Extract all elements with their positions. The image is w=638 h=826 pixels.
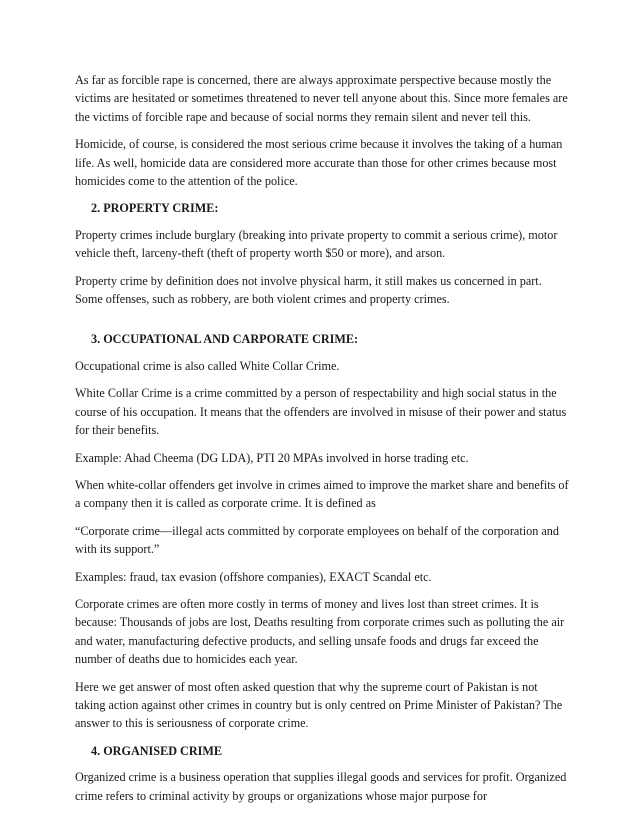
paragraph-example: Example: Ahad Cheema (DG LDA), PTI 20 MPAs involved in horse trading etc. [75,450,469,465]
paragraph-white-collar: White Collar Crime is a crime committed by a person of respectability and high social status in the course of his occupation. It means that the offenders are involved in misuse of their power and status for their benefits. [75,386,567,438]
paragraph-examples: Examples: fraud, tax evasion (offshore companies), EXACT Scandal etc. [75,569,432,584]
paragraph-corporate-definition: When white-collar offenders get involve in crimes aimed to improve the market share and benefits of a company then it is called as corporate crime. It is defined as [75,477,569,511]
paragraph-supreme-court: Here we get answer of most often asked question that why the supreme court of Pakistan is not taking action against other crimes in country but is only centred on Prime Minister of Pakistan? The answer to this is seriousness of corporate crime. [75,679,563,731]
document-body [75,71,570,814]
paragraph-corporate-quote: “Corporate crime—illegal acts committed by corporate employees on behalf of the corporation and with its support.” [75,523,559,557]
paragraph-property-crimes: Property crimes include burglary (breaking into private property to commit a serious crime), motor vehicle theft, larceny-theft (theft of property worth $50 or more), and arson. [75,227,558,261]
paragraph-organised-crime: Organized crime is a business operation that supplies illegal goods and services for profit. Organized crime refers to criminal activity by groups or organizations whose major purpose for [75,770,567,803]
heading-organised-crime: 4. ORGANISED CRIME [91,743,223,758]
paragraph-homicide: Homicide, of course, is considered the most serious crime because it involves the taking of a human life. As well, homicide data are considered more accurate than those for other crimes because most homicides come to the attention of the police. [75,137,563,189]
heading-occupational-crime: 3. OCCUPATIONAL AND CARPORATE CRIME: [91,332,359,347]
paragraph-property-definition: Property crime by definition does not involve physical harm, it still makes us concerned in part. Some offenses, such as robbery, are both violent crimes and property crimes. [75,273,542,307]
paragraph-forcible-rape: As far as forcible rape is concerned, there are always approximate perspective because mostly the victims are hesitated or sometimes threatened to never tell anyone about this. Since more females are the victims of forcible rape and because of social norms they remain silent and never tell this. [75,73,568,124]
heading-property-crime: 2. PROPERTY CRIME: [91,201,219,216]
paragraph-occupational: Occupational crime is also called White Collar Crime. [75,358,340,373]
paragraph-corporate-costs: Corporate crimes are often more costly in terms of money and lives lost than street crimes. It is because: Thousands of jobs are lost, Deaths resulting from corporate crimes such as polluting the air and water, manufacturing defective products, and selling unsafe foods and drugs far exceed the number of deaths due to homicides each year. [75,596,565,667]
